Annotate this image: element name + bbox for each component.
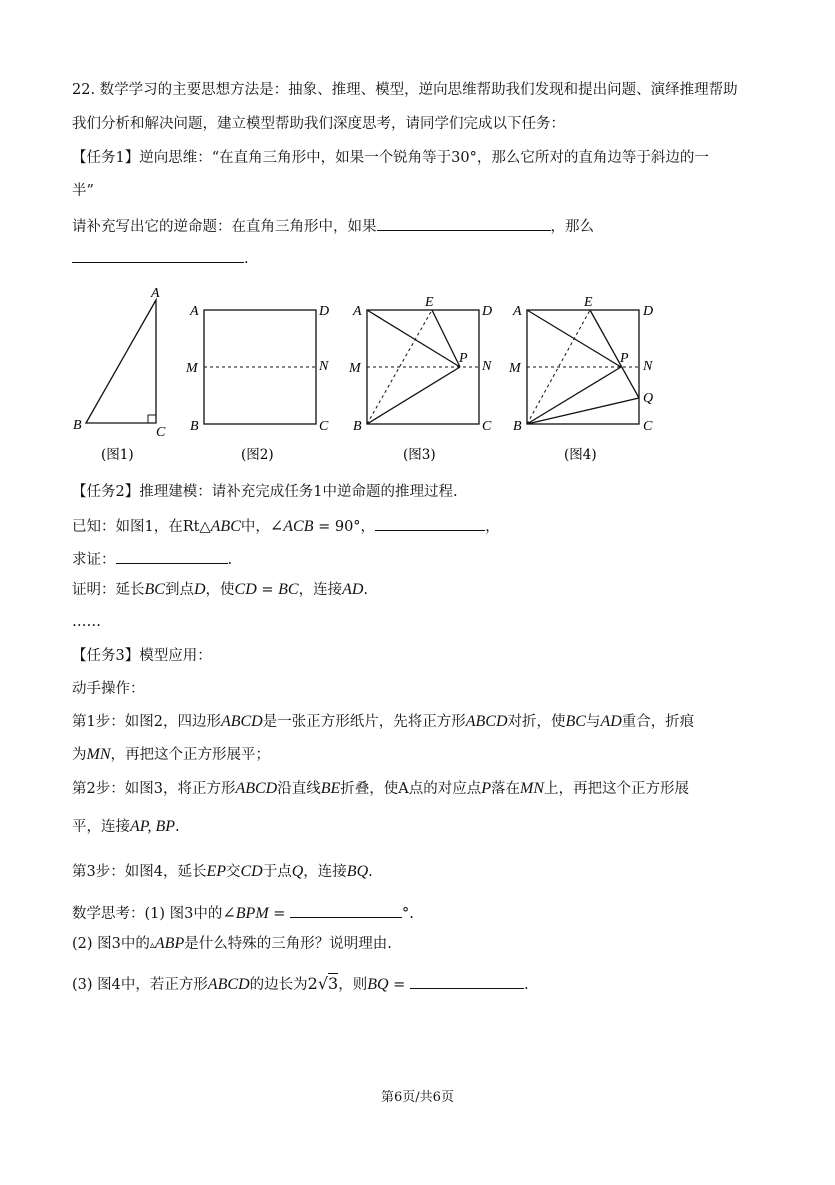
label-b: B (513, 419, 522, 434)
caption-fig4: (图4) (564, 447, 597, 463)
s1-ad: AD (600, 713, 622, 730)
task2-proof (72, 580, 772, 600)
q2-abp: ABP (154, 935, 185, 952)
q3-text-a: (3) 图4中，若正方形 (72, 977, 208, 993)
s2-text-g: . (175, 819, 180, 835)
figure-1 (73, 286, 166, 463)
prove-text: 求证： (72, 552, 116, 568)
s3-bq: BQ (346, 863, 369, 880)
segment-ap (527, 310, 621, 367)
q3-sqrt-symbol: √ (317, 974, 329, 993)
label-a: A (151, 286, 160, 301)
given-eq: = 90°， (313, 519, 376, 535)
proof-cd: CD (234, 581, 257, 598)
ellipsis-text: …… (72, 614, 101, 630)
segment-bp (367, 367, 460, 424)
caption-fig2: (图2) (241, 447, 274, 463)
proof-d: D (193, 581, 206, 598)
q3-coef: 2 (307, 974, 318, 993)
q3-abcd: ABCD (207, 976, 250, 993)
given-abc: ABC (210, 518, 241, 535)
s3-text-c: 于点 (262, 864, 292, 880)
task1-prompt-then: ，那么 (550, 219, 594, 235)
task2-ellipsis (72, 612, 772, 632)
figure-4 (508, 295, 653, 463)
s1-text-f: 为 (72, 747, 87, 763)
proof-ad: AD (342, 581, 364, 598)
q1-eq: = (268, 906, 291, 922)
label-c: C (156, 425, 166, 440)
proof-bc2: BC (278, 581, 299, 598)
task1-line1 (72, 148, 772, 168)
s2-apbp: AP, BP (130, 818, 176, 835)
s1-text-c: 对折，使 (507, 714, 566, 730)
figure-2 (185, 304, 329, 463)
label-c: C (319, 419, 329, 434)
label-b: B (190, 419, 199, 434)
label-a: A (353, 304, 362, 319)
s1-text-a: 第1步：如图2，四边形 (72, 714, 221, 730)
s1-mn: MN (86, 746, 111, 763)
s2-text-e: 上，再把这个正方形展 (544, 781, 690, 797)
segment-bq (527, 398, 639, 424)
task3-op (72, 679, 772, 699)
segment-bp (527, 367, 621, 424)
q2-text-a: (2) 图3中的 (72, 936, 150, 952)
question-2 (72, 934, 772, 956)
s1-text-e: 重合，折痕 (621, 714, 695, 730)
caption-fig3: (图3) (403, 447, 436, 463)
q3-bq: BQ (367, 976, 389, 993)
s1-text-g: ，再把这个正方形展平； (110, 747, 270, 763)
q3-eq: = (388, 977, 410, 993)
answer-blank-4[interactable] (116, 547, 228, 564)
s1-abcd: ABCD (220, 713, 263, 730)
label-m: M (349, 361, 361, 376)
s3-text-d: ，连接 (303, 864, 347, 880)
proof-end: . (363, 582, 369, 598)
label-b: B (353, 419, 362, 434)
segment-eq (590, 310, 639, 398)
label-n: N (319, 359, 329, 374)
triangle-abc (86, 300, 156, 423)
given-text: 已知：如图1，在 (72, 519, 183, 535)
label-d: D (482, 304, 493, 319)
label-a: A (190, 304, 199, 319)
label-d: D (643, 304, 654, 319)
s3-cd: CD (240, 863, 263, 880)
answer-blank-2[interactable] (72, 246, 244, 263)
q1-text: 数学思考：(1) 图3中的 (72, 906, 223, 922)
s2-abcd: ABCD (235, 780, 278, 797)
proof-text-b: 到点 (164, 582, 194, 598)
question-3 (72, 972, 772, 995)
intro-text-1: 22. 数学学习的主要思想方法是：抽象、推理、模型，逆向思维帮助我们发现和提出问题、演绎推理帮助 (72, 82, 738, 98)
q1-end: °. (402, 906, 414, 922)
page-footer (0, 1086, 835, 1105)
task2-title (72, 482, 772, 502)
q3-radicand: 3 (328, 974, 339, 993)
s3-ep: EP (206, 863, 226, 880)
figure-3 (348, 295, 492, 463)
task2-prove (72, 547, 772, 570)
s3-text-b: 交 (226, 864, 241, 880)
figures-row (0, 280, 835, 470)
task3-op-text: 动手操作： (72, 681, 145, 697)
given-rt: Rt△ (182, 519, 211, 535)
label-p: P (459, 351, 468, 366)
label-e: E (584, 295, 593, 310)
task1-prompt (72, 214, 772, 237)
s1-bc: BC (565, 713, 586, 730)
q3-text-b: 的边长为 (249, 977, 308, 993)
task3-title-text: 【任务3】模型应用： (72, 648, 212, 664)
label-n: N (482, 359, 492, 374)
right-angle-mark (148, 415, 156, 423)
proof-text-c: ，使 (205, 582, 235, 598)
page-number: 第6页/共6页 (381, 1090, 454, 1105)
answer-blank-3[interactable] (375, 514, 485, 531)
answer-blank-6[interactable] (410, 972, 524, 989)
proof-bc: BC (144, 581, 165, 598)
step3 (72, 862, 772, 882)
s1-text-d: 与 (585, 714, 601, 730)
task1-line2 (72, 181, 772, 201)
given-angle: ∠ACB (269, 518, 314, 535)
task1-prompt-cont (72, 246, 772, 269)
intro-text-2: 我们分析和解决问题，建立模型帮助我们深度思考，请同学们完成以下任务： (72, 116, 565, 132)
proof-text-d: ，连接 (298, 582, 343, 598)
label-b: B (73, 418, 82, 433)
label-m: M (186, 361, 198, 376)
s3-text-a: 第3步：如图4，延长 (72, 864, 207, 880)
step1-line2 (72, 745, 772, 765)
label-a: A (513, 304, 522, 319)
s2-text-a: 第2步：如图3，将正方形 (72, 781, 236, 797)
s1-text-b: 是一张正方形纸片，先将正方形 (262, 714, 466, 730)
given-mid: 中， (240, 519, 270, 535)
label-m: M (509, 361, 521, 376)
q3-end: . (523, 977, 529, 993)
proof-text-a: 证明：延长 (72, 582, 145, 598)
s1-abcd2: ABCD (465, 713, 508, 730)
proof-eq: = (256, 582, 279, 598)
label-d: D (319, 304, 330, 319)
step2-line1 (72, 779, 772, 799)
label-c: C (482, 419, 492, 434)
s2-p: P (481, 780, 492, 797)
task1-text-1: 【任务1】逆向思维：“在直角三角形中，如果一个锐角等于30°，那么它所对的直角边等于斜边的一 (72, 150, 709, 166)
step1-line1 (72, 712, 772, 732)
label-q: Q (643, 391, 654, 406)
task1-text-2: 半” (72, 183, 94, 199)
s3-text-e: . (368, 864, 373, 880)
answer-blank-1[interactable] (377, 214, 551, 231)
q2-text-b: 是什么特殊的三角形？说明理由. (184, 936, 392, 952)
task3-title (72, 646, 772, 666)
label-n: N (643, 359, 653, 374)
question-intro-line1 (72, 80, 772, 100)
label-e: E (425, 295, 434, 310)
task1-prompt-end: . (244, 251, 249, 267)
label-p: P (620, 351, 629, 366)
q1-angle: ∠BPM (222, 905, 269, 922)
question-1 (72, 901, 772, 924)
s2-text-b: 沿直线 (277, 781, 321, 797)
given-end: ， (485, 519, 500, 535)
s3-q: Q (291, 863, 304, 880)
q2-triangle-symbol: ▵ (149, 940, 155, 951)
q3-text-c: ，则 (338, 977, 368, 993)
s2-text-c: 折叠，使A点的对应点 (340, 781, 482, 797)
step2-line2 (72, 817, 772, 837)
answer-blank-5[interactable] (290, 901, 402, 918)
task2-title-text: 【任务2】推理建模：请补充完成任务1中逆命题的推理过程. (72, 484, 458, 500)
prove-end: . (227, 552, 233, 568)
s2-text-f: 平，连接 (72, 819, 130, 835)
s2-be: BE (320, 780, 341, 797)
question-intro-line2 (72, 114, 772, 134)
label-c: C (643, 419, 653, 434)
s2-mn: MN (520, 780, 545, 797)
caption-fig1: (图1) (101, 447, 134, 463)
s2-text-d: 落在 (491, 781, 521, 797)
task2-given (72, 514, 772, 537)
task1-prompt-text: 请补充写出它的逆命题：在直角三角形中，如果 (72, 219, 377, 235)
